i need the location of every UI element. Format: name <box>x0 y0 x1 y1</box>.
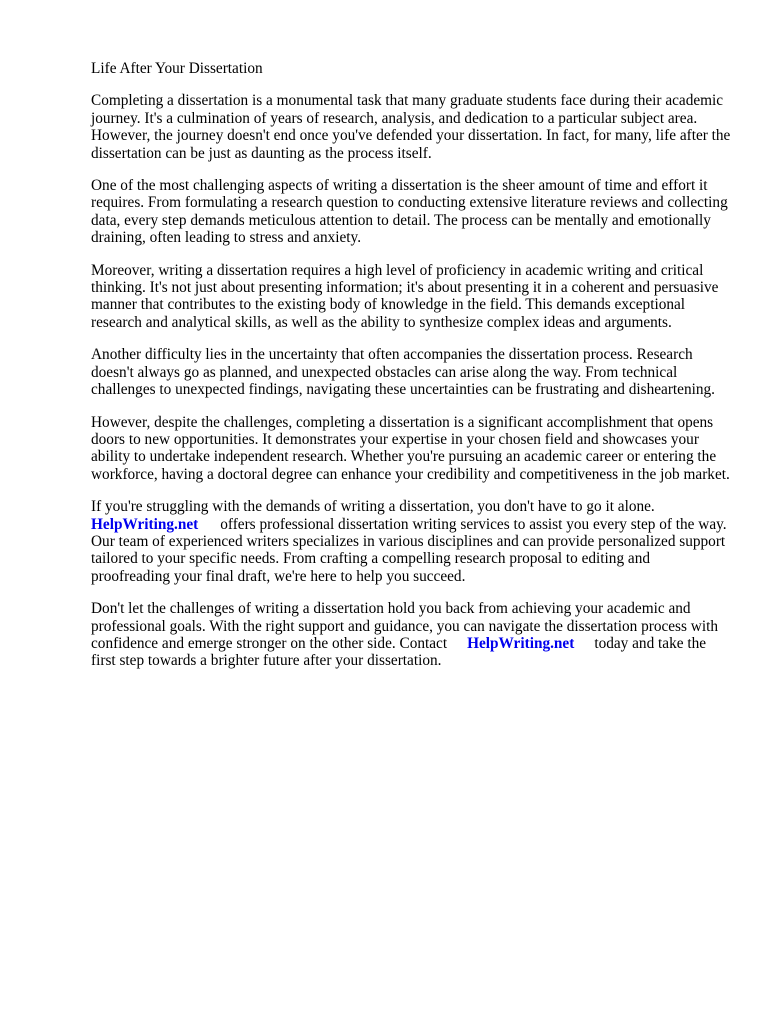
paragraph-uncertainty: Another difficulty lies in the uncertainty that often accompanies the dissertation process. Research doesn't always go as planned, and unexpected obstacles can arise along the way. From technical challenges to unexpected findings, navigating these uncertainties can be frustrating and disheartening. <box>91 346 715 399</box>
help-text-before-link: If you're struggling with the demands of writing a dissertation, you don't have to go it alone. <box>91 498 655 516</box>
helpwriting-contact-link[interactable]: HelpWriting.net <box>467 634 575 652</box>
document-page <box>91 60 731 685</box>
paragraph-intro: Completing a dissertation is a monumental task that many graduate students face during their academic journey. It's a culmination of years of research, analysis, and dedication to a particular subject area. However, the journey doesn't end once you've defended your dissertation. In fact, for many, life after the dissertation can be just as daunting as the process itself. <box>91 92 731 162</box>
paragraph-closing <box>91 600 731 670</box>
paragraph-help <box>91 498 731 585</box>
closing-text-after-link: today and take the first step towards a brighter future after your dissertation. <box>91 634 707 670</box>
paragraph-proficiency: Moreover, writing a dissertation requires a high level of proficiency in academic writing and critical thinking. It's not just about presenting information; it's about presenting it in a coherent and persuasive manner that contributes to the existing body of knowledge in the field. This demands exceptional research and analytical skills, as well as the ability to synthesize complex ideas and arguments. <box>91 261 719 331</box>
help-text-after-link: offers professional dissertation writing services to assist you every step of the way. Our team of experienced writers specializes in various disciplines and can provide personalized support tailored to your specific needs. From crafting a compelling research proposal to editing and proofreading your final draft, we're here to help you succeed. <box>91 515 727 585</box>
closing-text-before-link: Don't let the challenges of writing a dissertation hold you back from achieving your academic and professional goals. With the right support and guidance, you can navigate the dissertation process with confidence and emerge stronger on the other side. Contact <box>91 600 718 652</box>
document-title: Life After Your Dissertation <box>91 60 263 77</box>
helpwriting-link[interactable]: HelpWriting.net <box>91 515 199 533</box>
paragraph-challenges: One of the most challenging aspects of writing a dissertation is the sheer amount of time and effort it requires. From formulating a research question to conducting extensive literature reviews and collecting data, every step demands meticulous attention to detail. The process can be mentally and emotionally draining, often leading to stress and anxiety. <box>91 177 728 247</box>
paragraph-accomplishment: However, despite the challenges, completing a dissertation is a significant accomplishment that opens doors to new opportunities. It demonstrates your expertise in your chosen field and showcases your ability to undertake independent research. Whether you're pursuing an academic career or entering the workforce, having a doctoral degree can enhance your credibility and competitiveness in the job market. <box>91 413 730 483</box>
